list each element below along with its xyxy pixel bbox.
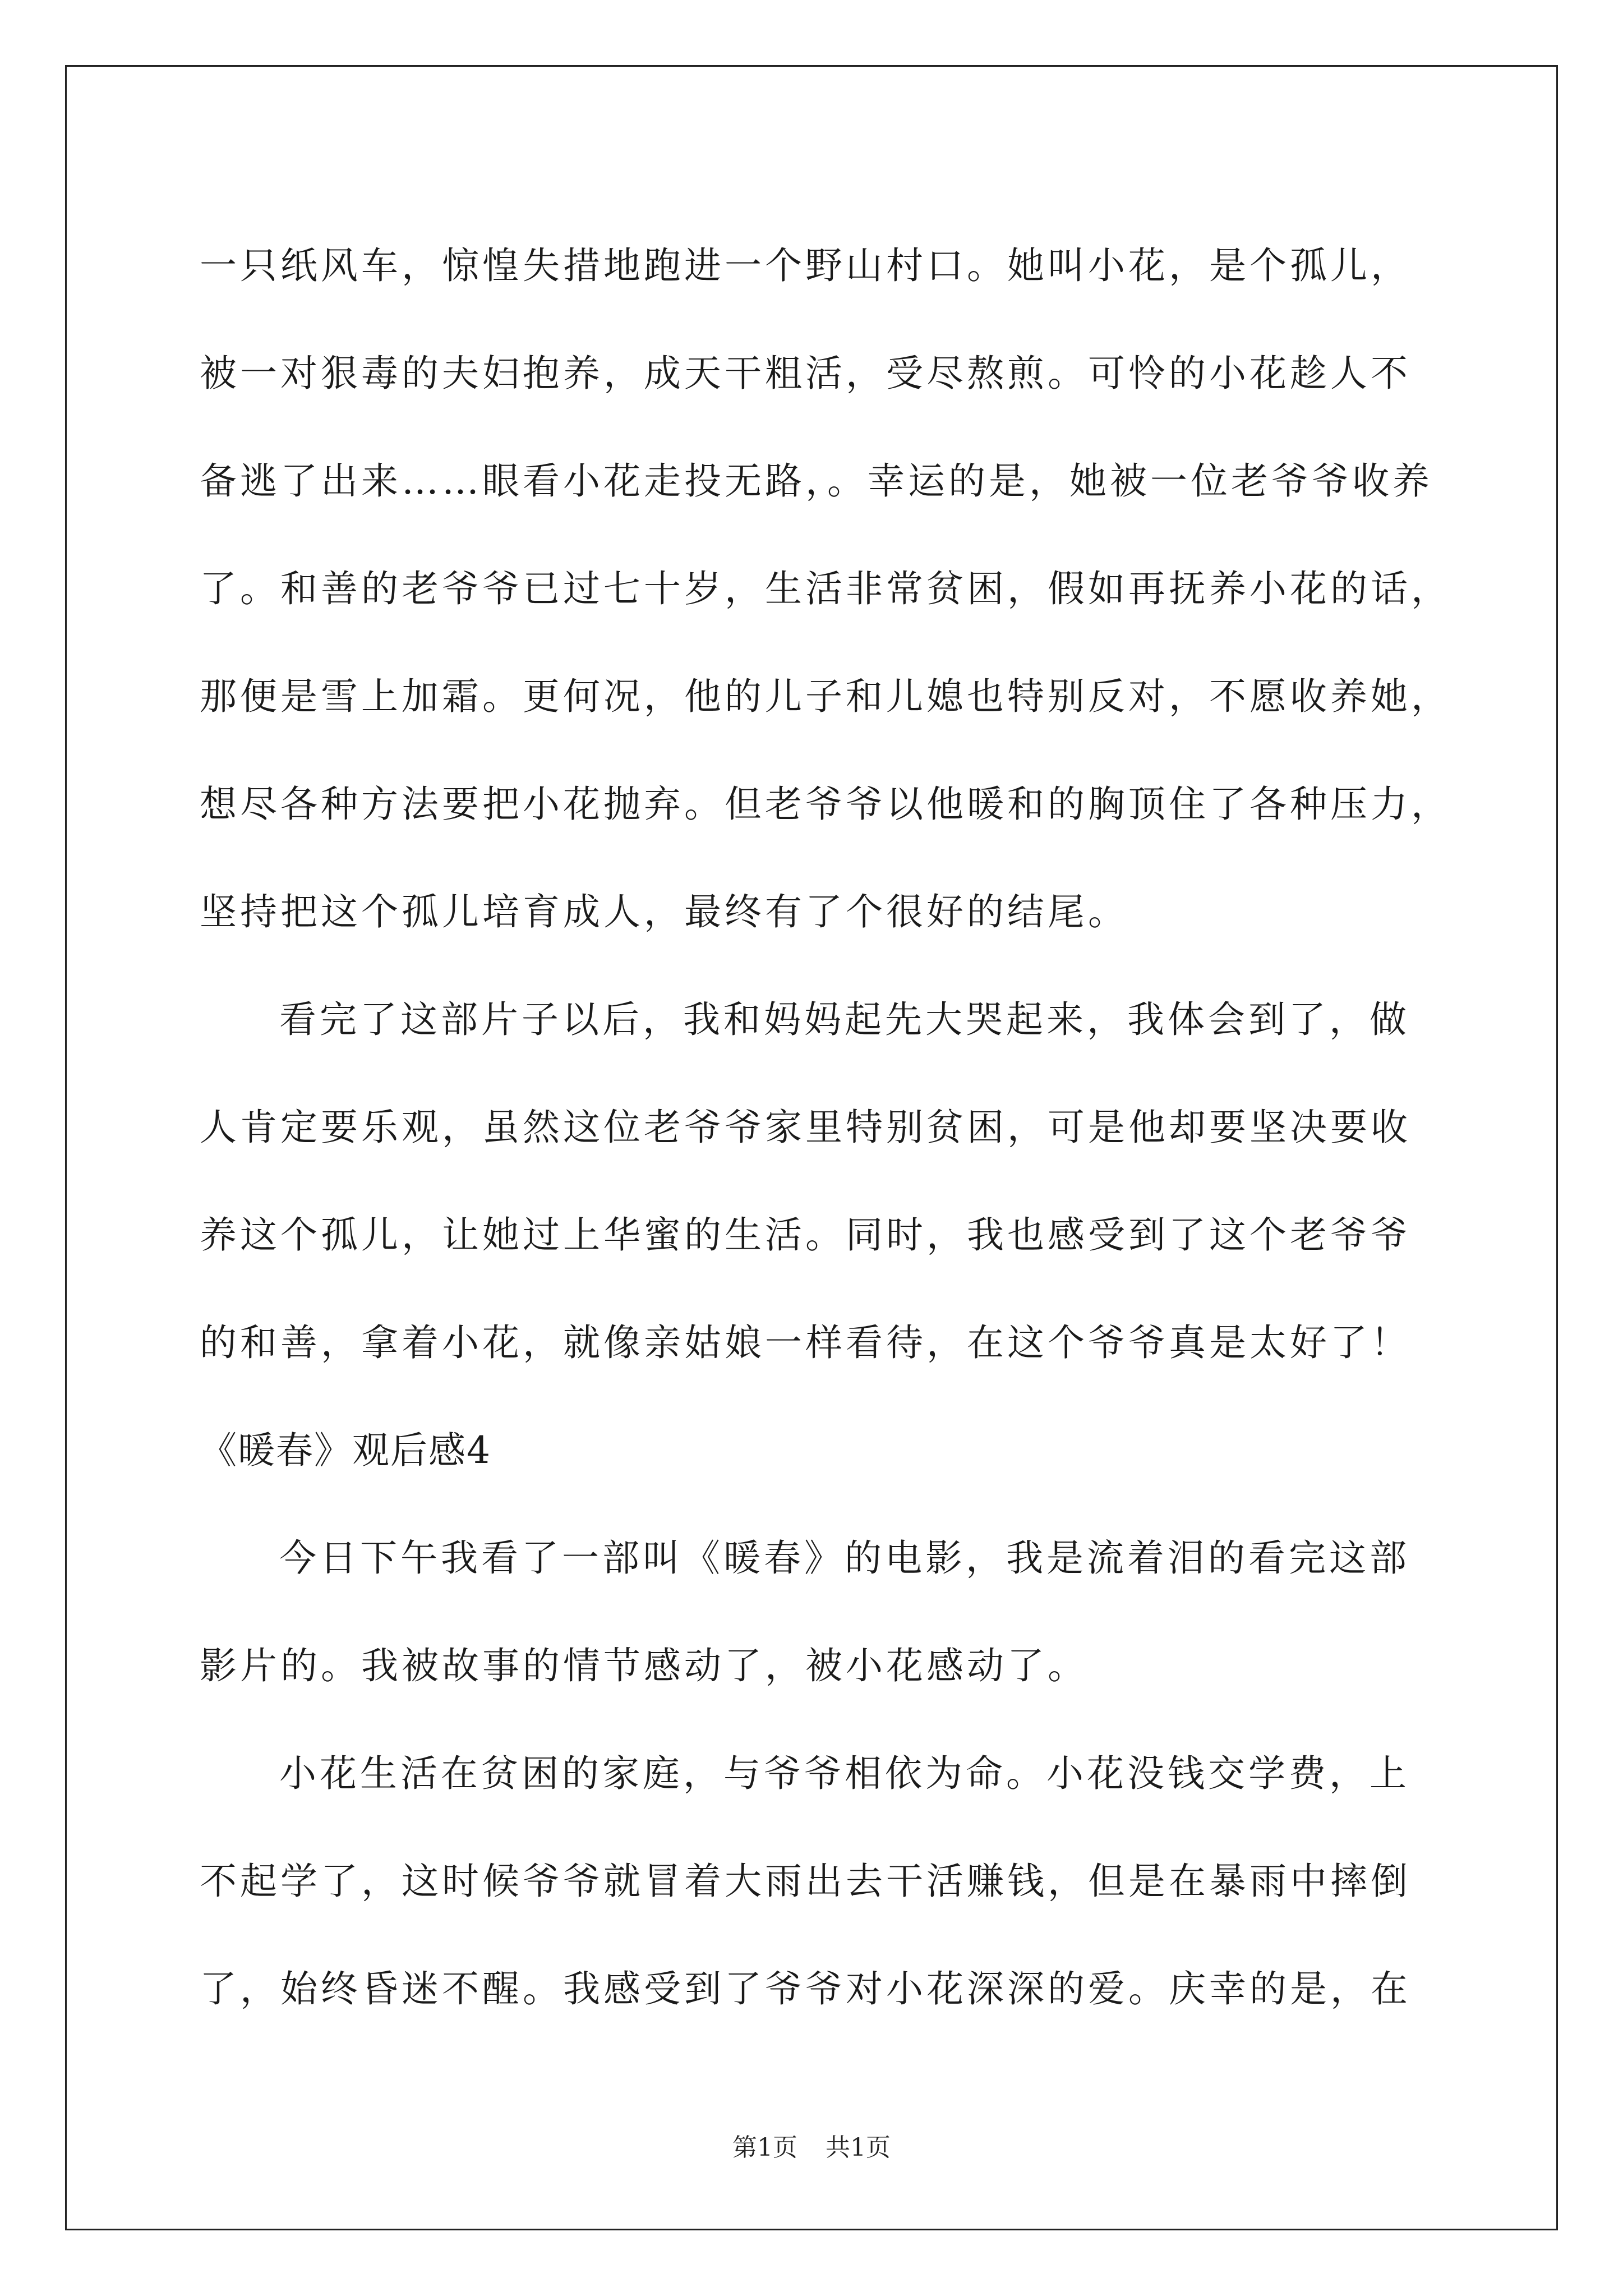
page-number: 第1页 [732,2133,797,2162]
page-footer [0,2127,1623,2163]
text-line: 不起学了，这时候爷爷就冒着大雨出去干活赚钱，但是在暴雨中摔倒 [200,1860,1411,1903]
text-line: 那便是雪上加霜。更何况，他的儿子和儿媳也特别反对，不愿收养她， [200,675,1451,718]
text-line: 养这个孤儿，让她过上华蜜的生活。同时，我也感受到了这个老爷爷 [200,1213,1411,1257]
text-line: 了。和善的老爷爷已过七十岁，生活非常贫困，假如再抚养小花的话， [200,567,1451,610]
text-line: 一只纸风车，惊惶失措地跑进一个野山村口。她叫小花，是个孤儿， [200,244,1411,287]
text-line: 想尽各种方法要把小花抛弃。但老爷爷以他暖和的胸顶住了各种压力， [200,783,1451,826]
text-line: 备逃了出来……眼看小花走投无路，。幸运的是，她被一位老爷爷收养 [200,459,1433,503]
text-line: 坚持把这个孤儿培育成人，最终有了个很好的结尾。 [200,890,1128,933]
text-line: 影片的。我被故事的情节感动了，被小花感动了。 [200,1644,1088,1687]
document-body [200,212,1451,2043]
paragraph-start-line: 看完了这部片子以后，我和妈妈起先大哭起来，我体会到了，做 [279,998,1410,1041]
section-heading: 《暖春》观后感4 [200,1429,491,1472]
text-line: 被一对狠毒的夫妇抱养，成天干粗活，受尽熬煎。可怜的小花趁人不 [200,352,1411,395]
page-total: 共1页 [826,2133,891,2162]
paragraph-start-line: 今日下午我看了一部叫《暖春》的电影，我是流着泪的看完这部 [279,1536,1410,1580]
text-line: 了，始终昏迷不醒。我感受到了爷爷对小花深深的爱。庆幸的是，在 [200,1967,1411,2010]
paragraph-start-line: 小花生活在贫困的家庭，与爷爷相依为命。小花没钱交学费，上 [279,1752,1410,1795]
text-line: 人肯定要乐观，虽然这位老爷爷家里特别贫困，可是他却要坚决要收 [200,1106,1411,1149]
text-line: 的和善，拿着小花，就像亲姑娘一样看待，在这个爷爷真是太好了！ [200,1321,1411,1364]
